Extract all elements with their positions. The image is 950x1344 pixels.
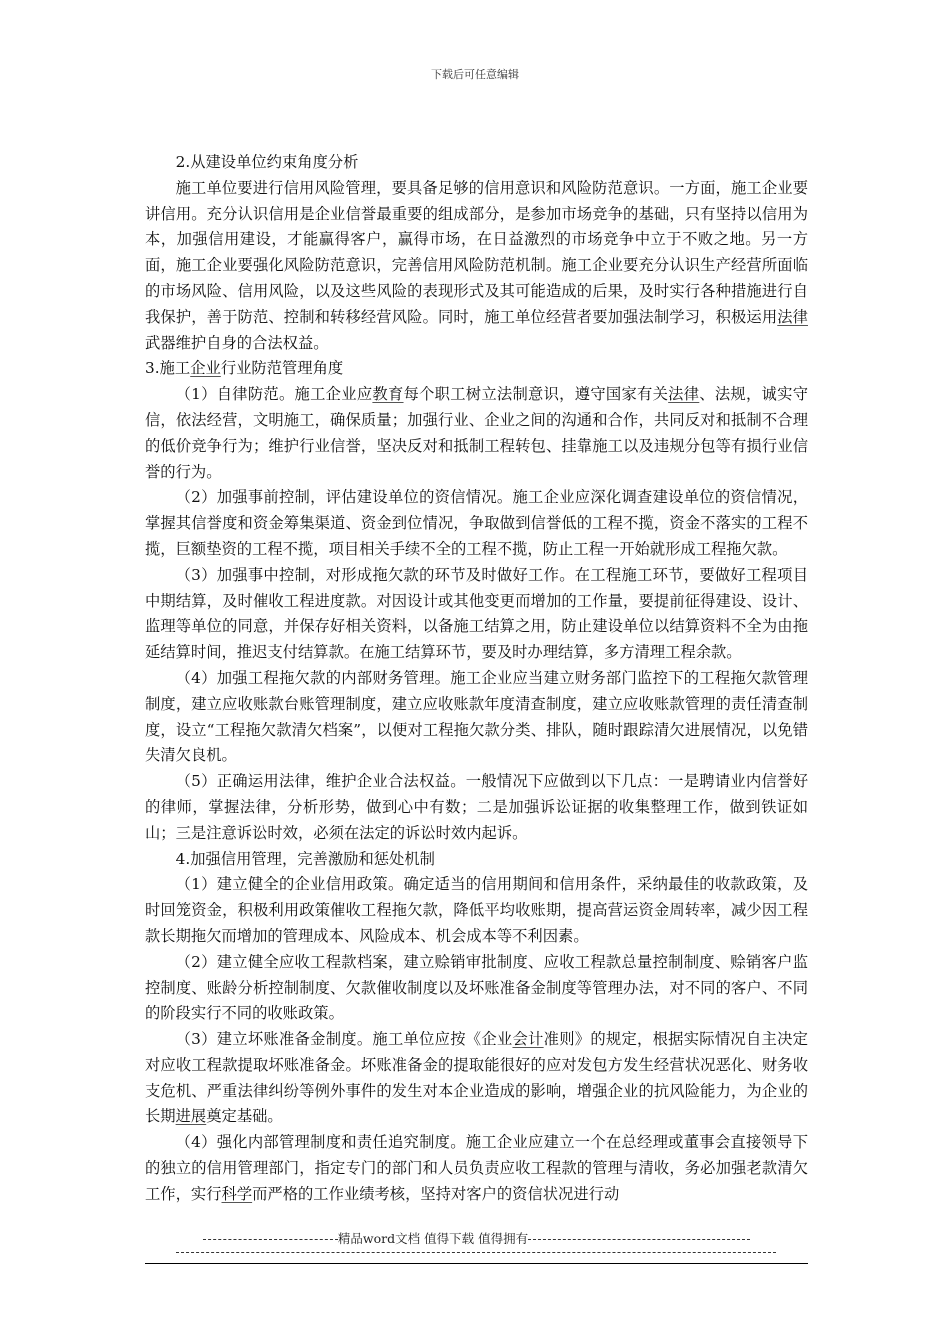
link-law[interactable]: 法律 (777, 307, 808, 326)
paragraph: （4）强化内部管理制度和责任追究制度。施工企业应建立一个在总经理或董事会直接领导下的独立的信用管理部门，指定专门的部门和人员负责应收工程款的管理与清收，务必加强老款清欠工作，实行科学而严格的工作业绩考核，坚持对客户的资信状况进行动 (145, 1133, 808, 1203)
footer-dash-right (528, 1239, 750, 1240)
footer-rule (145, 1263, 808, 1264)
section-heading: 2.从建设单位约束角度分析 (175, 153, 359, 171)
footer-dash-line (176, 1244, 776, 1259)
paragraph: （1）自律防范。施工企业应教育每个职工树立法制意识，遵守国家有关法律、法规，诚实守信，依法经营，文明施工，确保质量；加强行业、企业之间的沟通和合作，共同反对和抵制不合理的低价竞争行为；维护行业信誉，坚决反对和抵制工程转包、挂靠施工以及违规分包等有损行业信誉的行为。 (145, 385, 808, 481)
section-heading: 3.施工企业行业防范管理角度 (145, 359, 344, 378)
paragraph: （2）建立健全应收工程款档案，建立赊销审批制度、应收工程款总量控制制度、赊销客户监控制度、账龄分析控制制度、欠款催收制度以及坏账准备金制度等管理办法，对不同的客户、不同的阶段实行不同的收账政策。 (145, 952, 808, 1023)
link-law[interactable]: 法律 (668, 385, 700, 404)
paragraph: （5）正确运用法律，维护企业合法权益。一般情况下应做到以下几点：一是聘请业内信誉好的律师，掌握法律，分析形势，做到心中有数；二是加强诉讼证据的收集整理工作，做到铁证如山；三是注意诉讼时效，必须在法定的诉讼时效内起诉。 (145, 772, 808, 842)
paragraph: （3）加强事中控制，对形成拖欠款的环节及时做好工作。在工程施工环节，要做好工程项目中期结算，及时催收工程进度款。对因设计或其他变更而增加的工作量，要提前征得建设、设计、监理等单位的同意，并保存好相关资料，以备施工结算之用，防止建设单位以结算资料不全为由拖延结算时间，推迟支付结算款。在施工结算环节，要及时办理结算，多方清理工程余款。 (145, 565, 808, 662)
link-education[interactable]: 教育 (372, 385, 404, 404)
paragraph: （2）加强事前控制，评估建设单位的资信情况。施工企业应深化调查建设单位的资信情况，掌握其信誉度和资金筹集渠道、资金到位情况，争取做到信誉低的工程不揽，资金不落实的工程不揽，巨额垫资的工程不揽，项目相关手续不全的工程不揽，防止工程一开始就形成工程拖欠款。 (145, 488, 808, 558)
paragraph: 施工单位要进行信用风险管理，要具备足够的信用意识和风险防范意识。一方面，施工企业要讲信用。充分认识信用是企业信誉最重要的组成部分，是参加市场竞争的基础，只有坚持以信用为本，加强信用建设，才能赢得客户，赢得市场，在日益激烈的市场竞争中立于不败之地。另一方面，施工企业要强化风险防范意识，完善信用风险防范机制。施工企业要充分认识生产经营所面临的市场风险、信用风险，以及这些风险的表现形式及其可能造成的后果，及时实行各种措施进行自我保护，善于防范、控制和转移经营风险。同时，施工单位经营者要加强法制学习，积极运用法律武器维护自身的合法权益。 (145, 178, 808, 352)
paragraph: （1）建立健全的企业信用政策。确定适当的信用期间和信用条件，采纳最佳的收款政策，及时回笼资金，积极利用政策催收工程拖欠款，降低平均收账期，提高营运资金周转率，减少因工程款长期拖欠而增加的管理成本、风险成本、机会成本等不利因素。 (145, 875, 808, 945)
link-enterprise[interactable]: 企业 (190, 359, 221, 378)
link-accounting[interactable]: 会计 (512, 1030, 544, 1049)
paragraph: （4）加强工程拖欠款的内部财务管理。施工企业应当建立财务部门监控下的工程拖欠款管理制度，建立应收账款台账管理制度，建立应收账款年度清查制度，建立应收账款管理的责任清查制度，设立“工程拖欠款清欠档案”，以便对工程拖欠款分类、排队，随时跟踪清欠进展情况，以免错失清欠良机。 (145, 668, 808, 765)
document-body (145, 150, 808, 1208)
link-science[interactable]: 科学 (221, 1184, 253, 1203)
footer-dash-full (176, 1252, 776, 1253)
footer-banner-text: 精品word文档 值得下载 值得拥有 (337, 1231, 529, 1246)
link-development[interactable]: 进展 (175, 1107, 207, 1126)
paragraph: （3）建立坏账准备金制度。施工单位应按《企业会计准则》的规定，根据实际情况自主决定对应收工程款提取坏账准备金。坏账准备金的提取能很好的应对发包方发生经营状况恶化、财务收支危机、严重法律纠纷等例外事件的发生对本企业造成的影响，增强企业的抗风险能力，为企业的长期进展奠定基础。 (145, 1030, 808, 1126)
footer-dash-left (203, 1239, 338, 1240)
section-heading: 4.加强信用管理，完善激励和惩处机制 (175, 849, 435, 868)
page-header: 下载后可任意编辑 (431, 68, 519, 81)
